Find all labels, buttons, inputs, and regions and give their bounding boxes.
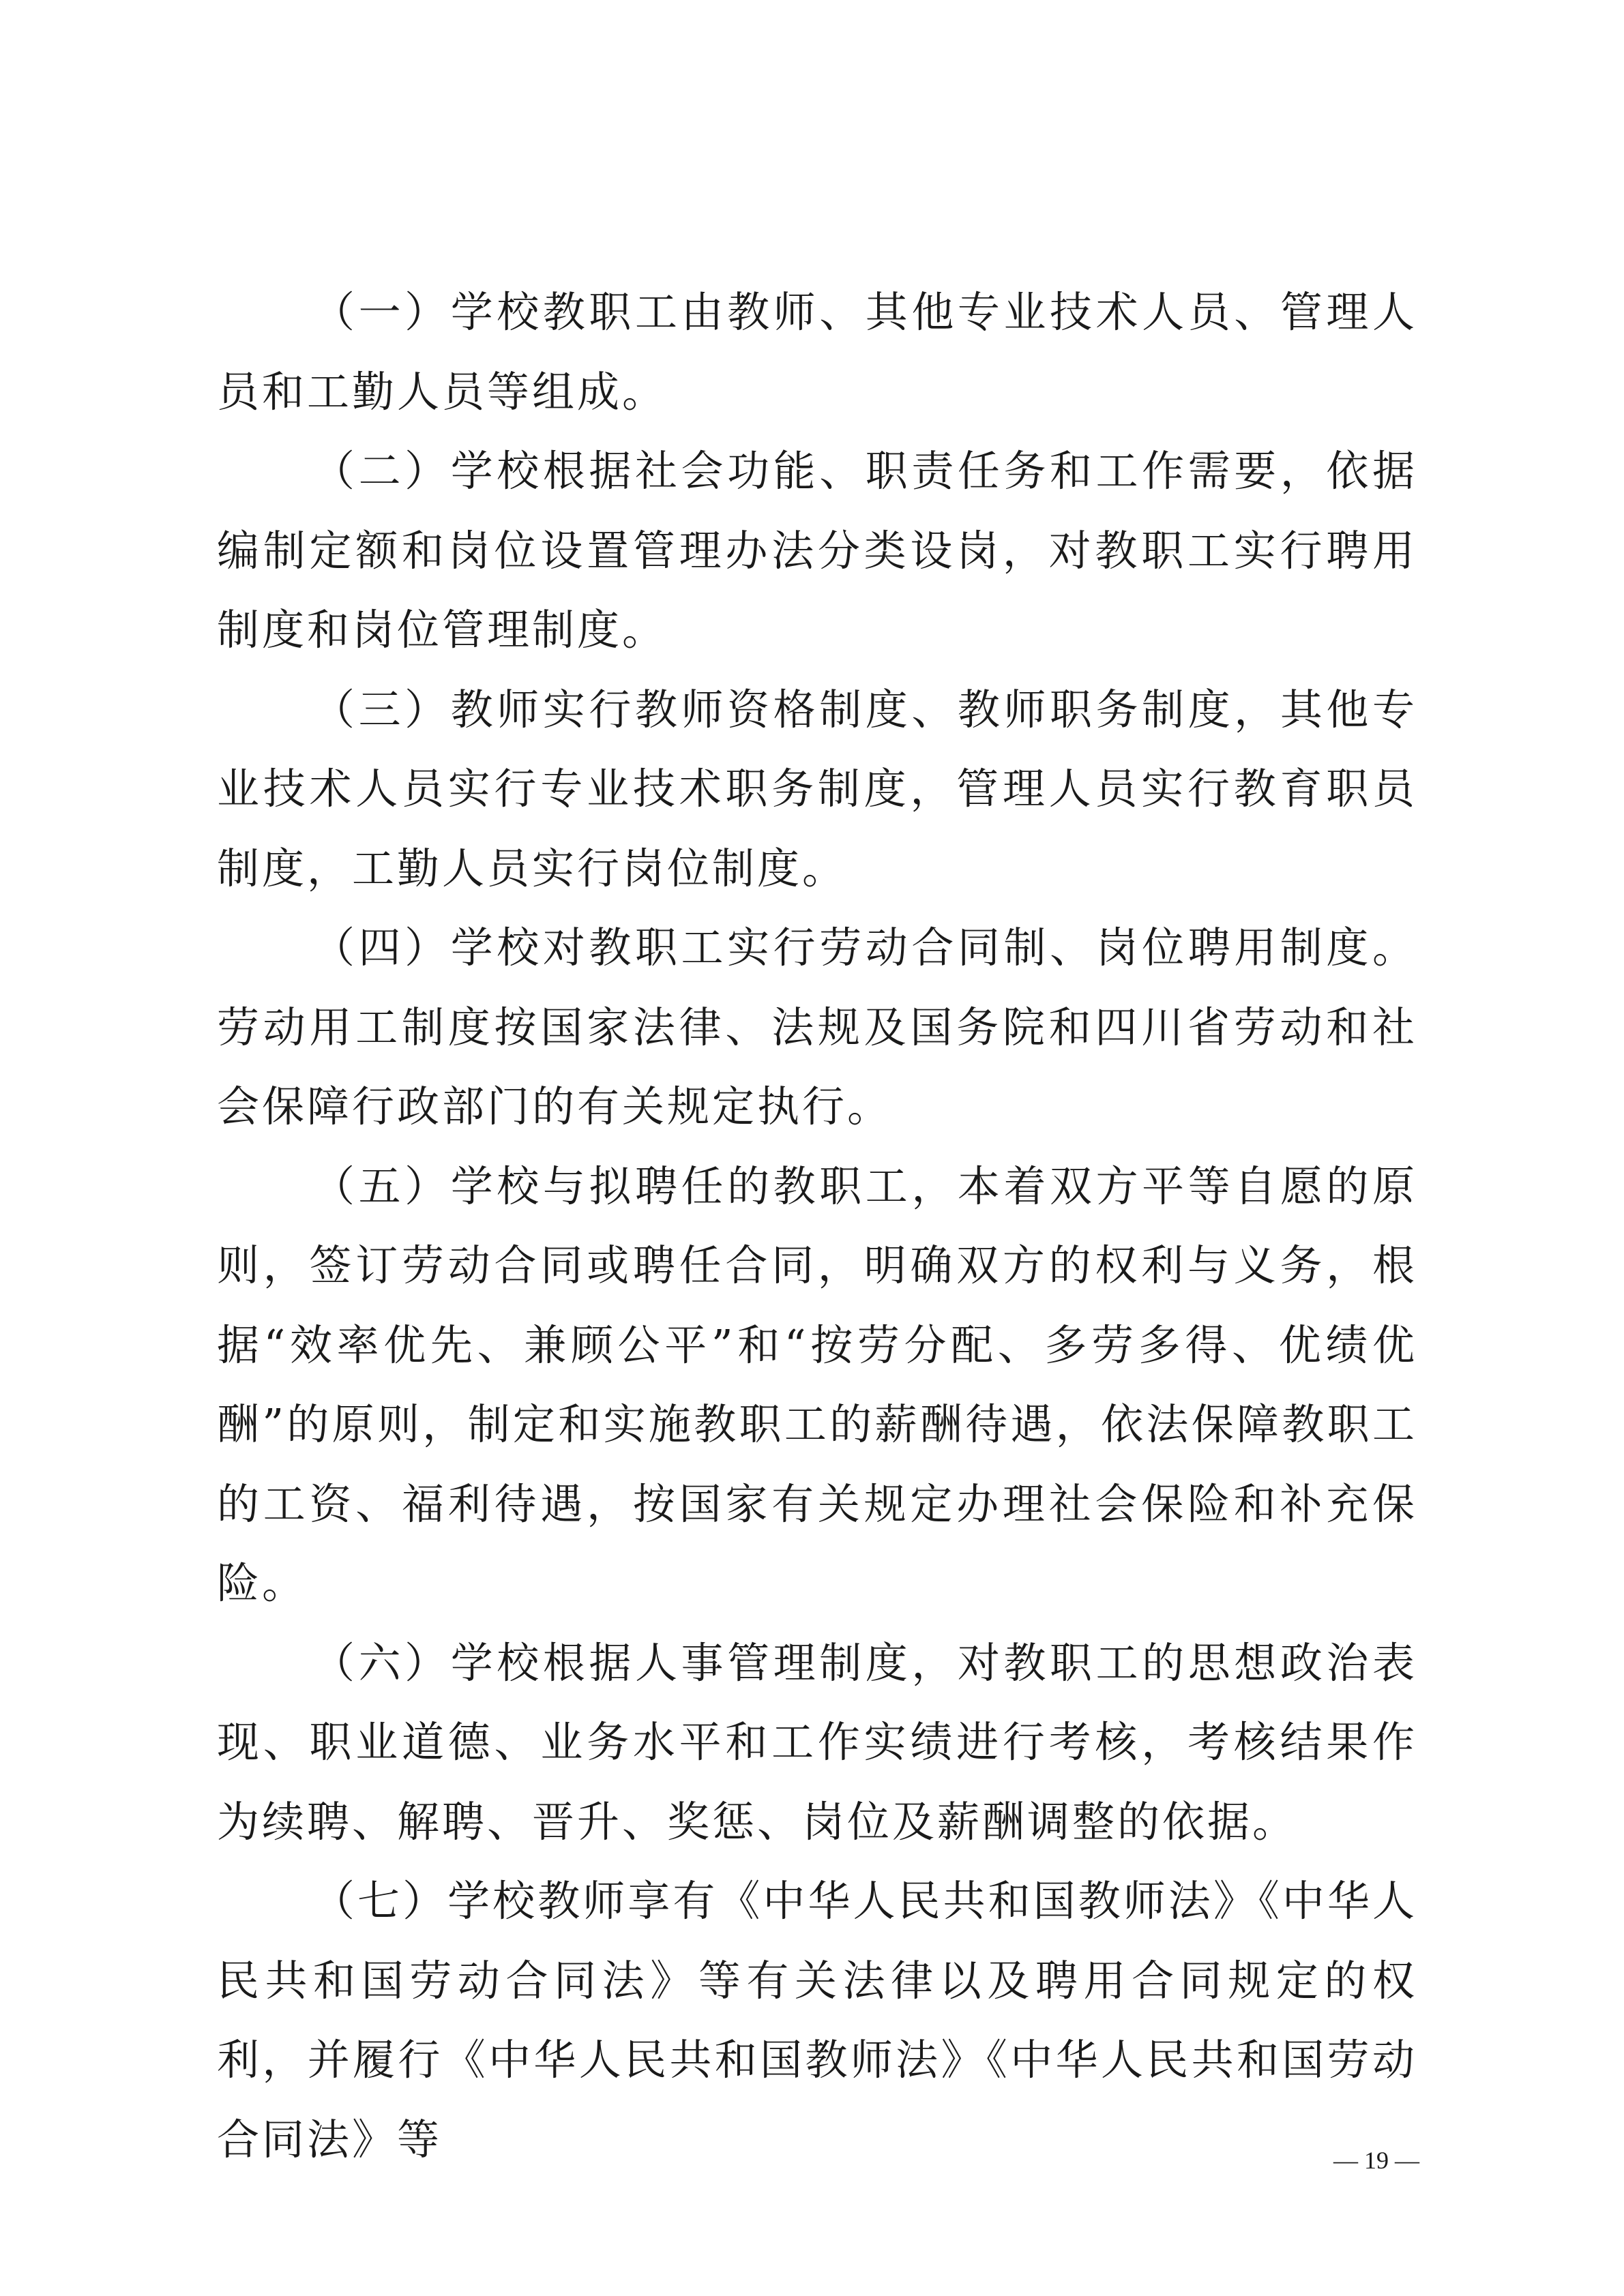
paragraph-5: （五）学校与拟聘任的教职工，本着双方平等自愿的原则，签订劳动合同或聘任合同，明确双方的权利与义务，根据“效率优先、兼顾公平”和“按劳分配、多劳多得、优绩优酬”的原则，制定和实施教职工的薪酬待遇，依法保障教职工的工资、福利待遇，按国家有关规定办理社会保险和补充保险。 — [217, 1161, 1417, 1608]
paragraph-3: （三）教师实行教师资格制度、教师职务制度，其他专业技术人员实行专业技术职务制度，管理人员实行教育职员制度，工勤人员实行岗位制度。 — [217, 684, 1417, 893]
paragraph-6: （六）学校根据人事管理制度，对教职工的思想政治表现、职业道德、业务水平和工作实绩进行考核，考核结果作为续聘、解聘、晋升、奖惩、岗位及薪酬调整的依据。 — [217, 1637, 1417, 1847]
page-number: — 19 — — [1333, 2147, 1419, 2174]
paragraph-1: （一）学校教职工由教师、其他专业技术人员、管理人员和工勤人员等组成。 — [217, 287, 1417, 417]
paragraph-4: （四）学校对教职工实行劳动合同制、岗位聘用制度。劳动用工制度按国家法律、法规及国务院和四川省劳动和社会保障行政部门的有关规定执行。 — [217, 923, 1417, 1131]
paragraph-2: （二）学校根据社会功能、职责任务和工作需要，依据编制定额和岗位设置管理办法分类设岗，对教职工实行聘用制度和岗位管理制度。 — [217, 446, 1417, 655]
paragraph-7: （七）学校教师享有《中华人民共和国教师法》《中华人民共和国劳动合同法》等有关法律以及聘用合同规定的权利，并履行《中华人民共和国教师法》《中华人民共和国劳动合同法》等 — [217, 1876, 1417, 2164]
document-body — [217, 273, 1417, 2179]
